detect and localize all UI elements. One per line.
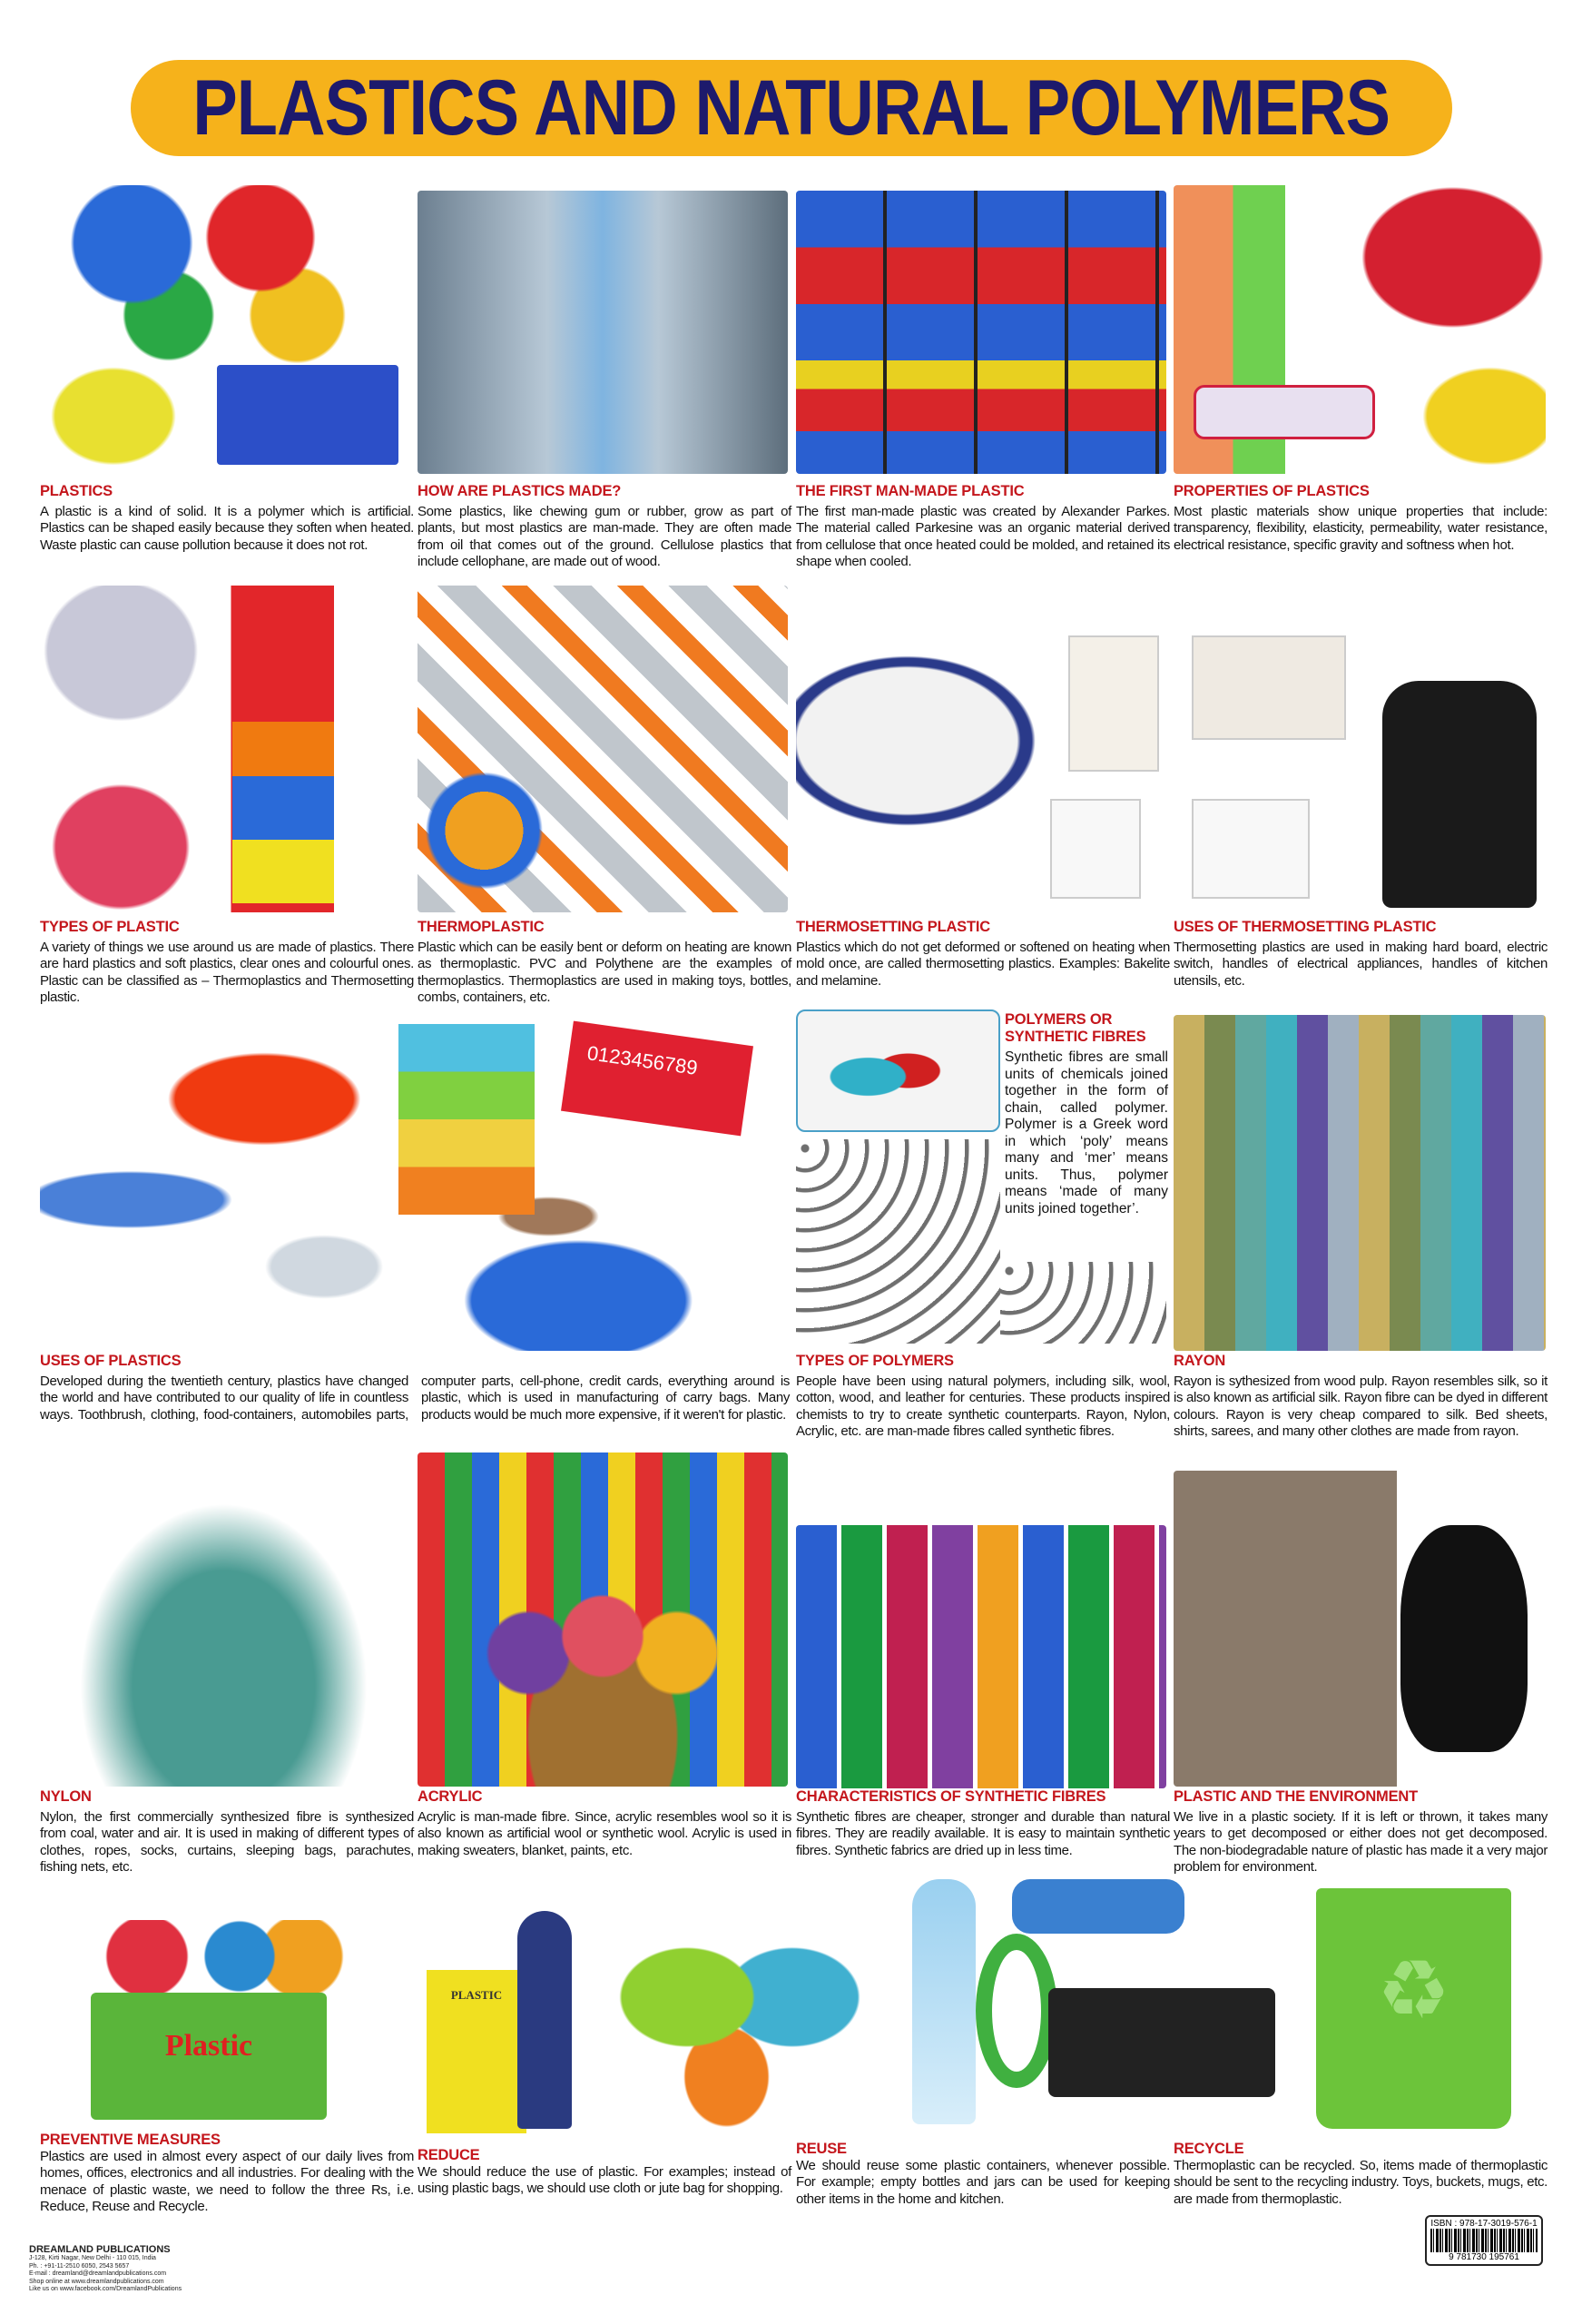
section-text: Acrylic is man-made fibre. Since, acrylic resembles wool so it is also known as artificial wool or synthetic wool. Acrylic is used in making sweaters, blanket, paints, etc. <box>418 1809 791 1858</box>
section-plastics <box>40 483 414 554</box>
section-characteristics-of-synthetic-fibres <box>796 1788 1170 1859</box>
section-text: Synthetic fibres are small units of chemicals joined together in the form of chain, called polymer. Polymer is a Greek word in which ‘poly’ means many and ‘mer’ means units. Thus, polymer means ‘made of many units joined together’. <box>1005 1049 1168 1216</box>
barcode-icon <box>1430 2229 1538 2252</box>
section-text: We should reduce the use of plastic. For examples; instead of using plastic bags, we should use cloth or jute bag for shopping. <box>418 2164 791 2197</box>
section-heading: REUSE <box>796 2141 847 2157</box>
plastic-plates-bowls-image <box>608 1906 871 2133</box>
thermoplastic-pipes-ball-image <box>418 586 788 912</box>
section-heading: PLASTIC AND THE ENVIRONMENT <box>1174 1788 1418 1805</box>
section-preventive-measures <box>40 2132 414 2215</box>
section-text: Most plastic materials show unique properties that include: transparency, flexibility, elasticity, permeability, water resistance, electrical resistance, specific gravity and softness when hot. <box>1174 504 1548 553</box>
dustbin-label: PLASTIC <box>427 1970 526 2133</box>
section-heading: TYPES OF POLYMERS <box>796 1353 954 1369</box>
publisher-phone: Ph. : +91-11-2510 6050, 2543 5657 <box>29 2262 130 2270</box>
plastic-pollution-garbage-bag-image <box>1174 1471 1546 1787</box>
section-text: A variety of things we use around us are made of plastics. There are hard plastics and soft plastics, clear ones and colourful ones. Plastic can be classified as – Thermoplastics and Thermosetting plastic. <box>40 940 414 1005</box>
section-polymers-or-synthetic-fibres <box>1005 1011 1168 1217</box>
section-first-man-made-plastic <box>796 483 1170 570</box>
section-text: The first man-made plastic was created by Alexander Parkes. The material called Parkesine was an organic material derived from cellulose that once heated could be molded, and retained its shape when cooled. <box>796 504 1170 569</box>
section-heading: ACRYLIC <box>418 1788 483 1805</box>
section-how-are-plastics-made <box>418 483 791 570</box>
section-reuse <box>796 2141 1170 2208</box>
polymer-chain-molecule-diagram <box>796 1139 1000 1344</box>
rayon-fabric-rolls-image <box>1174 1015 1546 1351</box>
section-text: Thermoplastic can be recycled. So, items made of thermoplastic should be sent to the recycling industry. Toys, buckets, mugs, etc. are made from thermoplastic. <box>1174 2158 1548 2207</box>
publisher-address: J-128, Kirti Nagar, New Delhi - 110 015, India <box>29 2255 156 2261</box>
isbn-label: ISBN : 978-17-3019-576-1 <box>1430 2219 1538 2229</box>
barcode-number: 9 781730 195761 <box>1449 2252 1519 2262</box>
recycle-icon: ♻ <box>1377 1945 1450 2036</box>
publisher-facebook: Like us on www.facebook.com/DreamlandPublications <box>29 2286 182 2292</box>
section-heading: NYLON <box>40 1788 92 1805</box>
synthetic-thread-spools-image <box>796 1525 1166 1788</box>
section-text: Plastics which do not get deformed or softened on heating when mold once, are called thermosetting plastics. Examples: Bakelite and melamine. <box>796 940 1170 989</box>
section-nylon <box>40 1788 414 1876</box>
publisher-name: DREAMLAND PUBLICATIONS <box>29 2244 171 2255</box>
section-heading: USES OF THERMOSETTING PLASTIC <box>1174 919 1437 935</box>
section-properties-of-plastics <box>1174 483 1548 554</box>
section-heading: THE FIRST MAN-MADE PLASTIC <box>796 483 1025 499</box>
section-text: Synthetic fibres are cheaper, stronger and durable than natural fibres. They are readily available. It is easy to maintain synthetic fibres. Synthetic fabrics are dried up in less time. <box>796 1809 1170 1858</box>
section-text: People have been using natural polymers, including silk, wool, cotton, wood, and leather for centuries. These products inspired chemists to try to create synthetic counterparts. Rayon, Nylon, Acrylic, etc. are man-made fibres called synthetic fibres. <box>796 1374 1170 1439</box>
section-uses-of-plastics <box>40 1353 790 1423</box>
reuse-bottle-tray-image <box>885 1879 1298 2138</box>
section-text: Developed during the twentieth century, plastics have changed the world and have contributed to our quality of life in countless ways. Toothbrush, clothing, food-containers, automobiles parts, computer parts, cell-phone, credit cards, everything around is plastic, which is used in manufacturing of carry bags. Many products would be much more expensive, if it weren't for plastic. <box>40 1374 790 1423</box>
section-heading: THERMOPLASTIC <box>418 919 545 935</box>
section-heading: RAYON <box>1174 1353 1226 1369</box>
plastic-manufacturing-conveyor-image <box>418 191 788 474</box>
section-heading: TYPES OF PLASTIC <box>40 919 180 935</box>
section-heading: HOW ARE PLASTICS MADE? <box>418 483 622 499</box>
isbn-barcode <box>1425 2215 1543 2266</box>
plastic-cups-chair-box-image <box>1174 185 1546 474</box>
section-heading: REDUCE <box>418 2147 480 2163</box>
plastic-items-tiffin-scrubbers-image <box>40 586 408 912</box>
section-uses-of-thermosetting-plastic <box>1174 919 1548 990</box>
section-text: We live in a plastic society. If it is left or thrown, it takes many years to get decomposed or either does not get decomposed. The non-biodegradable nature of plastic has made it a very major problem for environment. <box>1174 1809 1548 1875</box>
section-text: Plastic which can be easily bent or deform on heating are known as thermoplastic. PVC and Polythene are the examples of thermoplastics. Thermoplastics are used in making toys, bottles, combs, containers, etc. <box>418 940 791 1005</box>
section-text: Plastics are used in almost every aspect of our daily lives from homes, offices, electronics and all industries. For dealing with the menace of plastic waste, we need to follow the three Rs, i.e. Reduce, Reuse and Recycle. <box>40 2149 414 2214</box>
plastic-crates-stack-image <box>796 191 1166 474</box>
uses-of-plastics-items-image <box>40 1015 788 1351</box>
section-heading: CHARACTERISTICS OF SYNTHETIC FIBRES <box>796 1788 1106 1805</box>
page-title: PLASTICS AND NATURAL POLYMERS <box>192 64 1390 152</box>
polymer-chain-molecule-diagram-lower <box>1000 1262 1166 1344</box>
section-heading: PROPERTIES OF PLASTICS <box>1174 483 1370 499</box>
section-text: A plastic is a kind of solid. It is a polymer which is artificial. Plastics can be shaped easily because they soften when heated. Waste plastic can cause pollution because it does not rot. <box>40 504 414 553</box>
section-text: Thermosetting plastics are used in making hard board, electric switch, handles of electrical appliances, handles of kitchen utensils, etc. <box>1174 940 1548 989</box>
section-heading: THERMOSETTING PLASTIC <box>796 919 990 935</box>
plastic-granules-ropes-basket-image <box>40 185 408 474</box>
publisher-email: E-mail : dreamland@dreamlandpublications.com <box>29 2270 167 2277</box>
section-text: Some plastics, like chewing gum or rubber, grow as part of plants, but most plastics are man-made. They are often made from oil that comes out of the ground. Cellulose plastics that include cellophane, are made out of wood. <box>418 504 791 569</box>
calculator-digits: 0123456789 <box>561 1021 753 1137</box>
polymer-granules-image <box>796 1009 1000 1132</box>
section-heading: USES OF PLASTICS <box>40 1353 182 1369</box>
green-recycle-dustbin-image <box>1316 1888 1511 2129</box>
section-types-of-polymers <box>796 1353 1170 1440</box>
section-reduce <box>418 2147 791 2198</box>
bin-label: Plastic <box>91 1993 327 2120</box>
section-types-of-plastic <box>40 919 414 1006</box>
section-heading: RECYCLE <box>1174 2141 1244 2157</box>
section-heading: POLYMERS OR SYNTHETIC FIBRES <box>1005 1011 1146 1045</box>
section-thermosetting-plastic <box>796 919 1170 990</box>
fishing-net-image <box>40 1452 408 1787</box>
plastic-recycling-bin-image <box>54 1884 363 2129</box>
section-thermoplastic <box>418 919 791 1006</box>
boy-with-dustbin-image <box>427 1884 590 2138</box>
kettle-switches-socket-image <box>796 626 1166 912</box>
section-heading: PLASTICS <box>40 483 113 499</box>
section-text: We should reuse some plastic containers, whenever possible. For example; empty bottles and jars can be used for keeping other items in the home and kitchen. <box>796 2158 1170 2207</box>
section-text: Rayon is sythesized from wood pulp. Rayon resembles silk, so it is also known as artificial silk. Rayon fibre can be dyed in different colours. Rayon is very cheap compared to silk. Bed sheets, shirts, sarees, and many other clothes are made from rayon. <box>1174 1374 1548 1439</box>
section-rayon <box>1174 1353 1548 1440</box>
title-banner <box>131 60 1452 156</box>
section-heading: PREVENTIVE MEASURES <box>40 2132 221 2148</box>
section-text: Nylon, the first commercially synthesized fibre is synthesized from coal, water and air. It is used in making of different types of clothes, ropes, socks, curtains, sleeping bags, parachutes, fishing nets, etc. <box>40 1809 414 1875</box>
publisher-shop: Shop online at www.dreamlandpublications.com <box>29 2278 164 2285</box>
acrylic-paints-wool-image <box>418 1452 788 1787</box>
section-recycle <box>1174 2141 1548 2208</box>
publisher-info <box>29 2244 182 2294</box>
section-acrylic <box>418 1788 791 1859</box>
telephone-switchboard-image <box>1174 626 1546 912</box>
section-plastic-and-the-environment <box>1174 1788 1548 1876</box>
